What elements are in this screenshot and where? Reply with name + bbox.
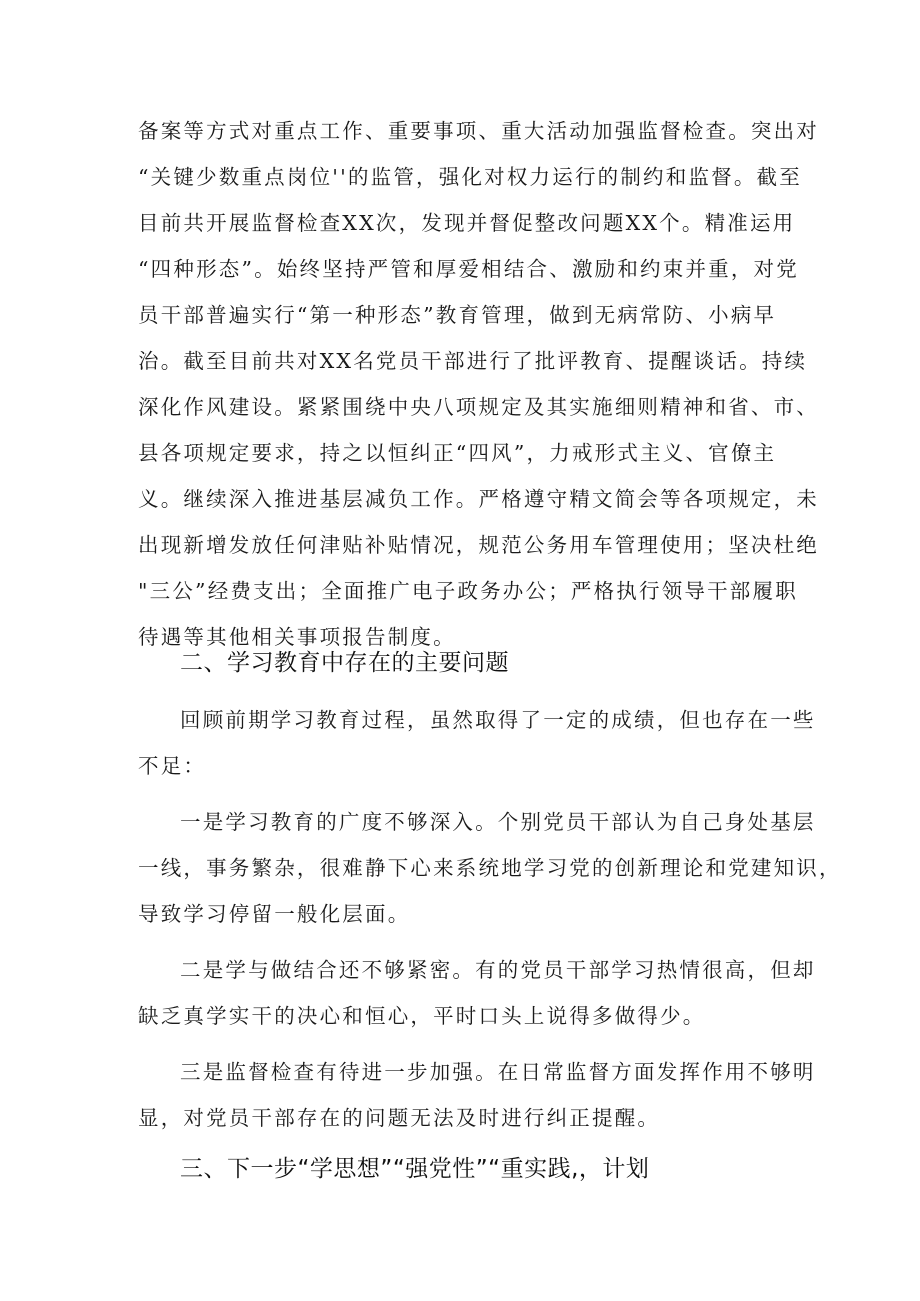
text-line: 出现新增发放任何津贴补贴情况，规范公务用车管理使用；坚决杜绝 (138, 533, 819, 557)
text-line: 三是监督检查有待进一步加强。在日常监督方面发挥作用不够明 (180, 1060, 816, 1084)
text-line: 回顾前期学习教育过程，虽然取得了一定的成绩，但也存在一些 (180, 708, 816, 732)
text-line: "三公”经费支出；全面推广电子政务办公；严格执行领导干部履职 (138, 579, 798, 603)
text-line: “关键少数重点岗位''的监管，强化对权力运行的制约和监督。截至 (138, 165, 802, 189)
text-line: 导致学习停留一般化层面。 (138, 902, 411, 926)
section-heading-3: 三、下一步“学思想”“强党性”“重实践,，计划 (180, 1156, 650, 1182)
text-line: 深化作风建设。紧紧围绕中央八项规定及其实施细则精神和省、市、 (138, 395, 819, 419)
section-heading-2: 二、学习教育中存在的主要问题 (180, 650, 509, 676)
text-line: 备案等方式对重点工作、重要事项、重大活动加强监督检查。突出对 (138, 119, 819, 143)
text-line: 一线，事务繁杂，很难静下心来系统地学习党的创新理论和党建知识， (138, 856, 842, 880)
text-line: 不足： (138, 754, 207, 778)
text-line: 缺乏真学实干的决心和恒心，平时口头上说得多做得少。 (138, 1004, 706, 1028)
text-line: 待遇等其他相关事项报告制度。 (138, 625, 456, 649)
text-line: 目前共开展监督检查XX次，发现并督促整改问题XX个。精准运用 (138, 211, 796, 235)
text-line: 显，对党员干部存在的问题无法及时进行纠正提醒。 (138, 1106, 661, 1130)
text-line: “四种形态”。始终坚持严管和厚爱相结合、激励和约束并重，对党 (138, 257, 799, 281)
text-line: 二是学与做结合还不够紧密。有的党员干部学习热情很高，但却 (180, 958, 816, 982)
text-line: 县各项规定要求，持之以恒纠正“四风”，力戒形式主义、官僚主 (138, 441, 777, 465)
text-line: 治。截至目前共对XX名党员干部进行了批评教育、提醒谈话。持续 (138, 349, 808, 373)
text-line: 员干部普遍实行“第一种形态”教育管理，做到无病常防、小病早 (138, 303, 777, 327)
text-line: 一是学习教育的广度不够深入。个别党员干部认为自己身处基层 (180, 810, 816, 834)
text-line: 义。继续深入推进基层减负工作。严格遵守精文简会等各项规定，未 (138, 487, 819, 511)
